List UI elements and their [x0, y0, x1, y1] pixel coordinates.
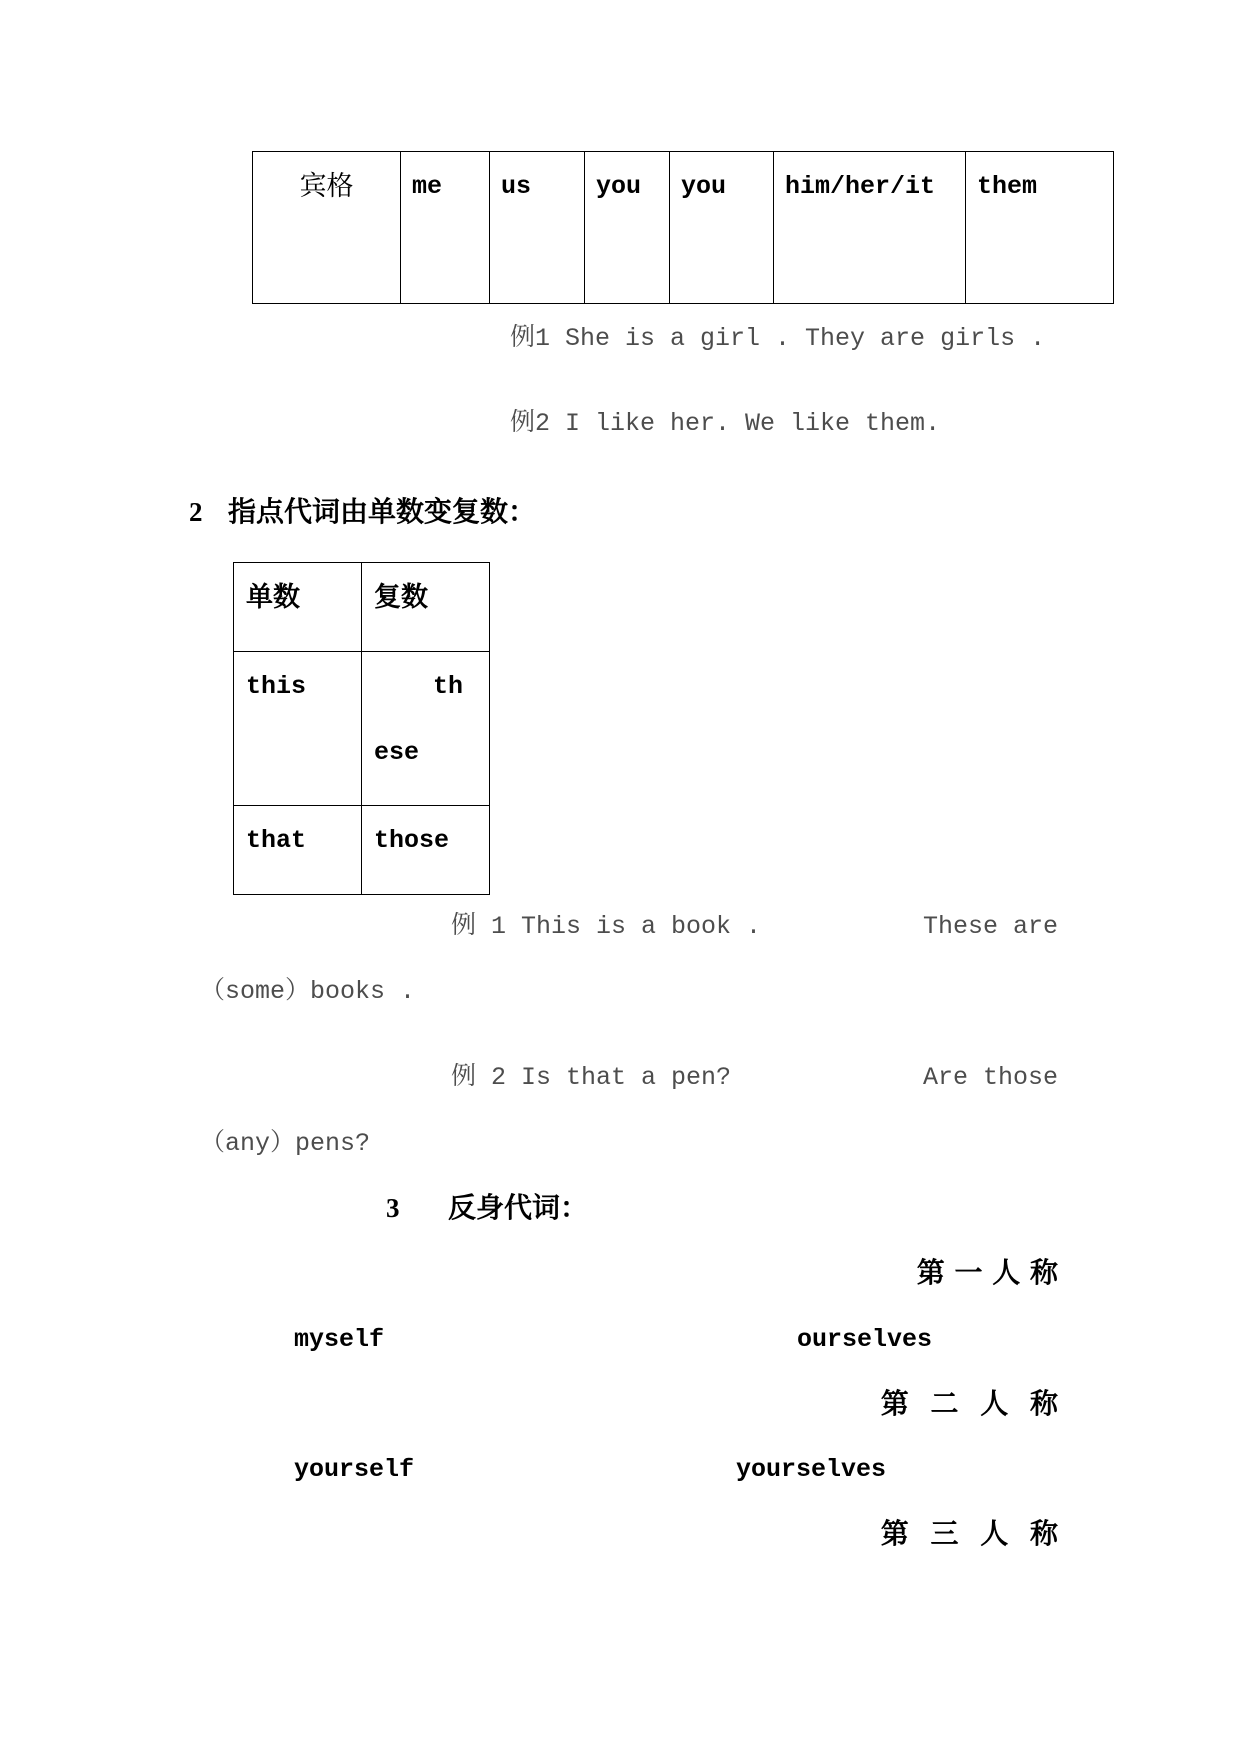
section-title: 反身代词：	[448, 1191, 589, 1224]
example-sentence: 例2 I like her. We like them.	[510, 409, 941, 438]
person-label: 第 三 人 称	[880, 1517, 1058, 1550]
table-cell: us	[490, 152, 585, 304]
reflexive-singular: myself	[294, 1325, 385, 1354]
reflexive-singular: yourself	[294, 1455, 415, 1484]
section-number: 2	[189, 497, 203, 527]
object-pronoun-table	[252, 151, 1114, 304]
row-label-objective: 宾格	[253, 152, 401, 304]
example-sentence-right: These are	[922, 912, 1058, 941]
table-cell: them	[966, 152, 1114, 304]
column-header-plural: 复数	[362, 563, 490, 652]
word-fragment: th	[432, 672, 463, 701]
example-sentence: 例 2 Is that a pen?	[451, 1063, 732, 1092]
example-continuation: （some）books .	[200, 977, 416, 1006]
table-cell: me	[401, 152, 490, 304]
table-cell: that	[234, 806, 362, 895]
section-number: 3	[386, 1193, 400, 1223]
table-cell-split	[362, 652, 490, 806]
table-row	[234, 652, 490, 806]
person-label: 第 二 人 称	[880, 1387, 1058, 1420]
table-cell: him/her/it	[774, 152, 966, 304]
table-cell: you	[585, 152, 670, 304]
column-header-singular: 单数	[234, 563, 362, 652]
table-cell: this	[234, 652, 362, 806]
demonstrative-table	[233, 562, 490, 895]
table-row	[253, 152, 1114, 304]
table-header-row	[234, 563, 490, 652]
table-cell: you	[670, 152, 774, 304]
reflexive-plural: ourselves	[797, 1325, 933, 1354]
reflexive-plural: yourselves	[736, 1455, 887, 1484]
example-continuation: （any）pens?	[200, 1129, 371, 1158]
table-row	[234, 806, 490, 895]
person-label: 第 一 人 称	[916, 1256, 1058, 1289]
example-sentence-right: Are those	[922, 1063, 1058, 1092]
example-sentence: 例 1 This is a book .	[451, 912, 762, 941]
word-fragment: ese	[374, 738, 420, 767]
table-cell: those	[362, 806, 490, 895]
section-title: 指点代词由单数变复数：	[228, 495, 537, 528]
example-sentence: 例1 She is a girl . They are girls .	[510, 324, 1046, 353]
